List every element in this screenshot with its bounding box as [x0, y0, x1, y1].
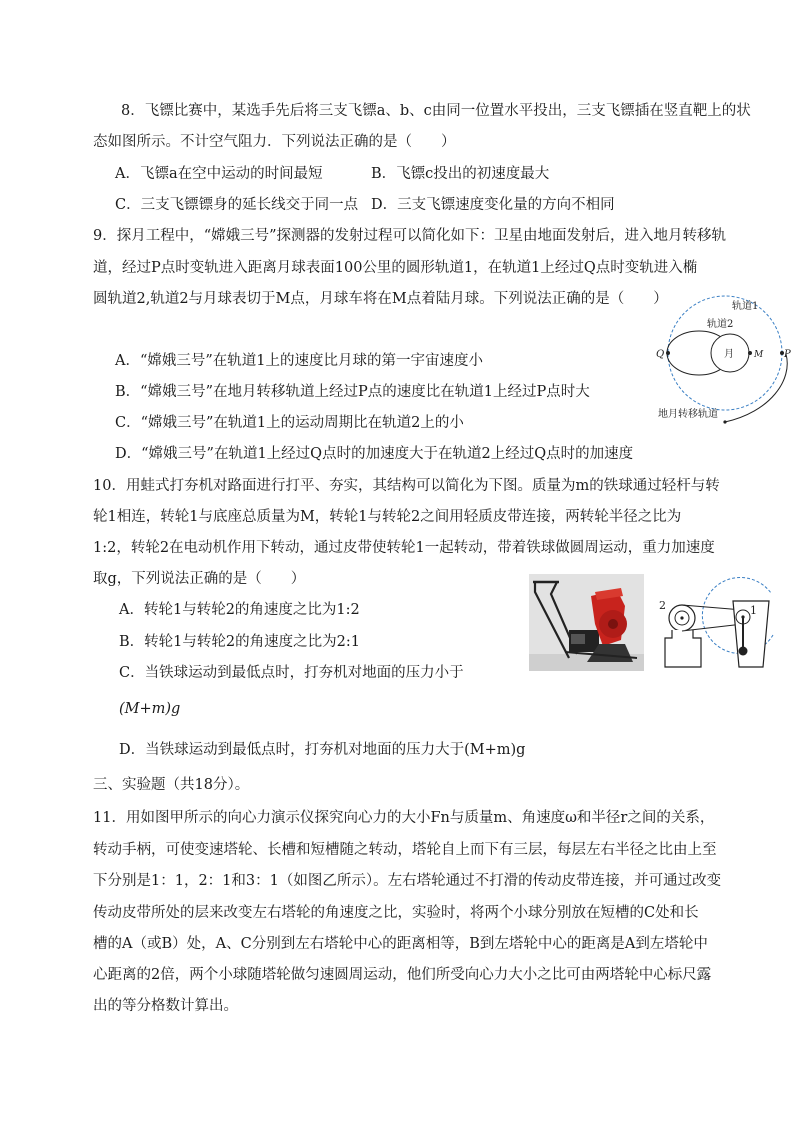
q10-stem-line3: 1:2，转轮2在电动机作用下转动，通过皮带使转轮1一起转动，带着铁球做圆周运动，重力加速度: [93, 540, 715, 556]
wheel2-axle: [680, 616, 683, 619]
q10-stem-line2: 轮1相连，转轮1与底座总质量为M，转轮1与转轮2之间用轻质皮带连接，两转轮半径之比为: [93, 509, 682, 525]
q11-stem-line5: 槽的A（或B）处，A、C分别到左右塔轮中心的距离相等，B到左塔轮中心的距离是A到左塔轮中: [93, 936, 708, 952]
q10-stem-line4: 取g，下列说法正确的是（ ）: [93, 571, 306, 587]
q10-option-c-line1: C．当铁球运动到最低点时，打夯机对地面的压力小于: [119, 665, 464, 681]
q9-option-d: D．“嫦娥三号”在轨道1上经过Q点时的加速度大于在轨道2上经过Q点时的加速度: [115, 446, 634, 462]
q9-option-c: C．“嫦娥三号”在轨道1上的运动周期比在轨道2上的小: [115, 415, 464, 431]
q8-option-c: C．三支飞镖镖身的延长线交于同一点: [115, 197, 359, 213]
orbit-diagram: [655, 301, 795, 430]
orbit2-label: 轨道2: [707, 319, 734, 330]
q11-stem-line6: 心距离的2倍，两个小球随塔轮做匀速圆周运动，他们所受向心力大小之比可由两塔轮中心标尺露: [93, 967, 712, 983]
q8-stem-line2: 态如图所示。不计空气阻力．下列说法正确的是（ ）: [93, 134, 456, 150]
transfer-dot: [723, 420, 726, 423]
point-m: [748, 351, 752, 355]
q11-stem-line2: 转动手柄，可使变速塔轮、长槽和短槽随之转动，塔轮自上而下有三层，每层左右半径之比由上至: [93, 842, 717, 858]
tamper-schematic: [655, 571, 790, 674]
q10-option-a: A．转轮1与转轮2的角速度之比为1:2: [119, 602, 360, 618]
q11-stem-line7: 出的等分格数计算出。: [93, 998, 238, 1014]
q9-option-b: B．“嫦娥三号”在地月转移轨道上经过P点的速度比在轨道1上经过P点时大: [115, 384, 590, 400]
label-2: 2: [659, 599, 666, 612]
q8-option-a: A．飞镖a在空中运动的时间最短: [115, 166, 323, 182]
point-q: [666, 351, 670, 355]
q9-stem-line3: 圆轨道2,轨道2与月球表切于M点，月球车将在M点着陆月球。下列说法正确的是（ ）: [93, 291, 668, 307]
q9-option-a: A．“嫦娥三号”在轨道1上的速度比月球的第一宇宙速度小: [115, 353, 484, 369]
q11-stem-line4: 传动皮带所处的层来改变左右塔轮的角速度之比，实验时，将两个小球分别放在短槽的C处和长: [93, 905, 699, 921]
q8-option-d: D．三支飞镖速度变化量的方向不相同: [371, 197, 615, 213]
motor-body: [665, 630, 701, 667]
iron-ball: [739, 647, 748, 656]
q10-stem-line1: 10．用蛙式打夯机对路面进行打平、夯实，其结构可以简化为下图。质量为m的铁球通过轻杆与转: [93, 478, 720, 494]
q11-stem-line3: 下分别是1：1，2：1和3：1（如图乙所示）。左右塔轮通过不打滑的传动皮带连接，并可通过改变: [93, 873, 722, 889]
section-3-title: 三、实验题（共18分）。: [93, 777, 250, 793]
p-label: P: [784, 349, 791, 360]
transfer-label: 地月转移轨道: [658, 409, 718, 420]
q-label: Q: [656, 349, 665, 360]
orbit1-label: 轨道1: [732, 301, 759, 312]
q10-option-b: B．转轮1与转轮2的角速度之比为2:1: [119, 634, 360, 650]
q10-option-c-line2: (M+m)g: [119, 701, 181, 717]
q9-stem-line2: 道，经过P点时变轨进入距离月球表面100公里的圆形轨道1，在轨道1上经过Q点时变轨进入椭: [93, 260, 698, 276]
q8-option-b: B．飞镖c投出的初速度最大: [371, 166, 550, 182]
q10-option-d: D．当铁球运动到最低点时，打夯机对地面的压力大于(M+m)g: [119, 742, 526, 758]
tamper-photo: [529, 574, 644, 671]
q11-stem-line1: 11．用如图甲所示的向心力演示仪探究向心力的大小Fn与质量m、角速度ω和半径r之间的关系，: [93, 810, 715, 826]
q9-stem-line1: 9．探月工程中，“嫦娥三号”探测器的发射过程可以简化如下：卫星由地面发射后，进入地月转移轨: [93, 228, 727, 244]
m-label: M: [754, 350, 764, 360]
moon-label: 月: [724, 349, 734, 360]
label-1: 1: [750, 604, 757, 617]
q8-stem-line1: 8．飞镖比赛中，某选手先后将三支飞镖a、b、c由同一位置水平投出，三支飞镖插在竖直靶上的状: [121, 103, 751, 119]
